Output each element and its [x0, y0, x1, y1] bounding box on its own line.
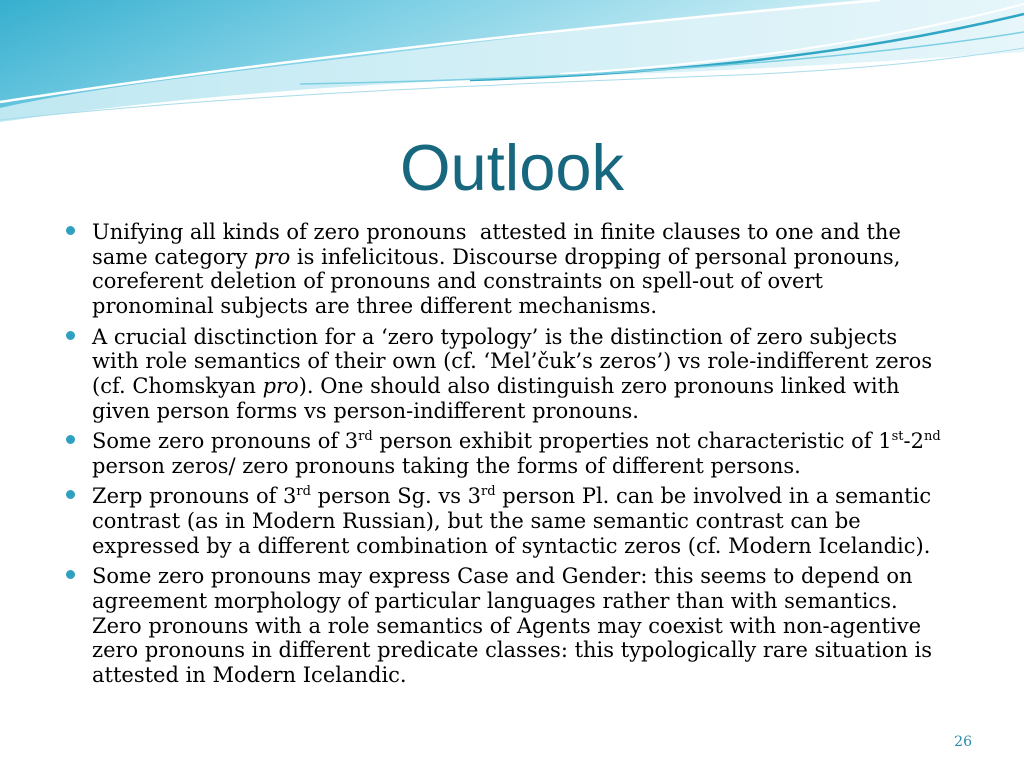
bullet-line [92, 245, 1012, 270]
bullet-text [92, 484, 1012, 558]
bullet-text [92, 429, 1012, 478]
text-run: (cf. Chomskyan [92, 374, 263, 399]
bullet-item [92, 325, 1012, 424]
bullet-text [92, 220, 1012, 319]
bullet-line [92, 663, 1012, 688]
bullet-dot-icon [66, 435, 75, 444]
text-run: ). One should also distinguish zero pronouns linked with [298, 374, 900, 399]
italic-text-run: pro [262, 374, 299, 399]
text-run: -2 [903, 429, 925, 454]
text-run: attested in Modern Icelandic. [92, 663, 407, 688]
bullet-line [92, 589, 1012, 614]
bullet-line [92, 454, 1012, 479]
bullet-item [92, 220, 1012, 319]
superscript-text-run: rd [296, 484, 311, 500]
bullet-line [92, 374, 1012, 399]
superscript-text-run: rd [481, 484, 496, 500]
text-run: Some zero pronouns may express Case and Gender: this seems to depend on [92, 564, 913, 589]
text-run: Unifying all kinds of zero pronouns attested in finite clauses to one and the [92, 220, 901, 244]
header-wave-decoration [0, 0, 1024, 130]
text-run: Zero pronouns with a role semantics of Agents may coexist with non-agentive [92, 613, 922, 638]
text-run: A crucial disctinction for a ‘zero typology’ is the distinction of zero subjects [92, 324, 898, 349]
bullet-dot-icon [66, 490, 75, 499]
bullet-line [92, 564, 1012, 589]
superscript-text-run: rd [358, 429, 373, 445]
italic-text-run: pro [254, 244, 291, 269]
text-run: person Pl. can be involved in a semantic [495, 484, 932, 509]
superscript-text-run: st [891, 429, 904, 445]
text-run: person exhibit properties not characteristic of 1 [372, 429, 892, 454]
bullet-dot-icon [66, 570, 75, 579]
text-run: agreement morphology of particular languages rather than with semantics. [92, 589, 898, 614]
bullet-line [92, 399, 1012, 424]
bullet-text [92, 325, 1012, 424]
text-run: with role semantics of their own (cf. ‘Mel’čuk’s zeros’) vs role-indifferent zeros [92, 349, 933, 374]
bullet-line [92, 614, 1012, 639]
bullet-line [92, 294, 1012, 319]
text-run: is infelicitous. Discourse dropping of personal pronouns, [290, 244, 901, 269]
bullet-line [92, 220, 1012, 245]
text-run: same category [92, 244, 255, 269]
page-number: 26 [954, 734, 972, 750]
bullet-line [92, 484, 1012, 509]
bullet-dot-icon [66, 331, 75, 340]
text-run: contrast (as in Modern Russian), but the same semantic contrast can be [92, 509, 861, 534]
bullet-line [92, 349, 1012, 374]
bullet-line [92, 325, 1012, 350]
bullet-item [92, 564, 1012, 688]
bullet-item [92, 484, 1012, 558]
text-run: person zeros/ zero pronouns taking the forms of different persons. [92, 453, 801, 478]
bullet-line [92, 269, 1012, 294]
text-run: Some zero pronouns of 3 [92, 429, 359, 454]
text-run: Zerp pronouns of 3 [92, 484, 297, 509]
bullet-line [92, 429, 1012, 454]
bullet-item [92, 429, 1012, 478]
bullet-line [92, 638, 1012, 663]
superscript-text-run: nd [924, 429, 941, 445]
bullet-dot-icon [66, 226, 75, 235]
text-run: expressed by a different combination of syntactic zeros (cf. Modern Icelandic). [92, 533, 931, 558]
slide-title: Outlook [399, 131, 624, 204]
text-run: pronominal subjects are three different mechanisms. [92, 294, 658, 319]
text-run: coreferent deletion of pronouns and constraints on spell-out of overt [92, 269, 823, 294]
text-run: given person forms vs person-indifferent pronouns. [92, 398, 639, 423]
bullet-list [92, 220, 1012, 688]
text-run: zero pronouns in different predicate classes: this typologically rare situation is [92, 638, 933, 663]
text-run: person Sg. vs 3 [310, 484, 482, 509]
bullet-line [92, 509, 1012, 534]
bullet-line [92, 534, 1012, 559]
bullet-text [92, 564, 1012, 688]
